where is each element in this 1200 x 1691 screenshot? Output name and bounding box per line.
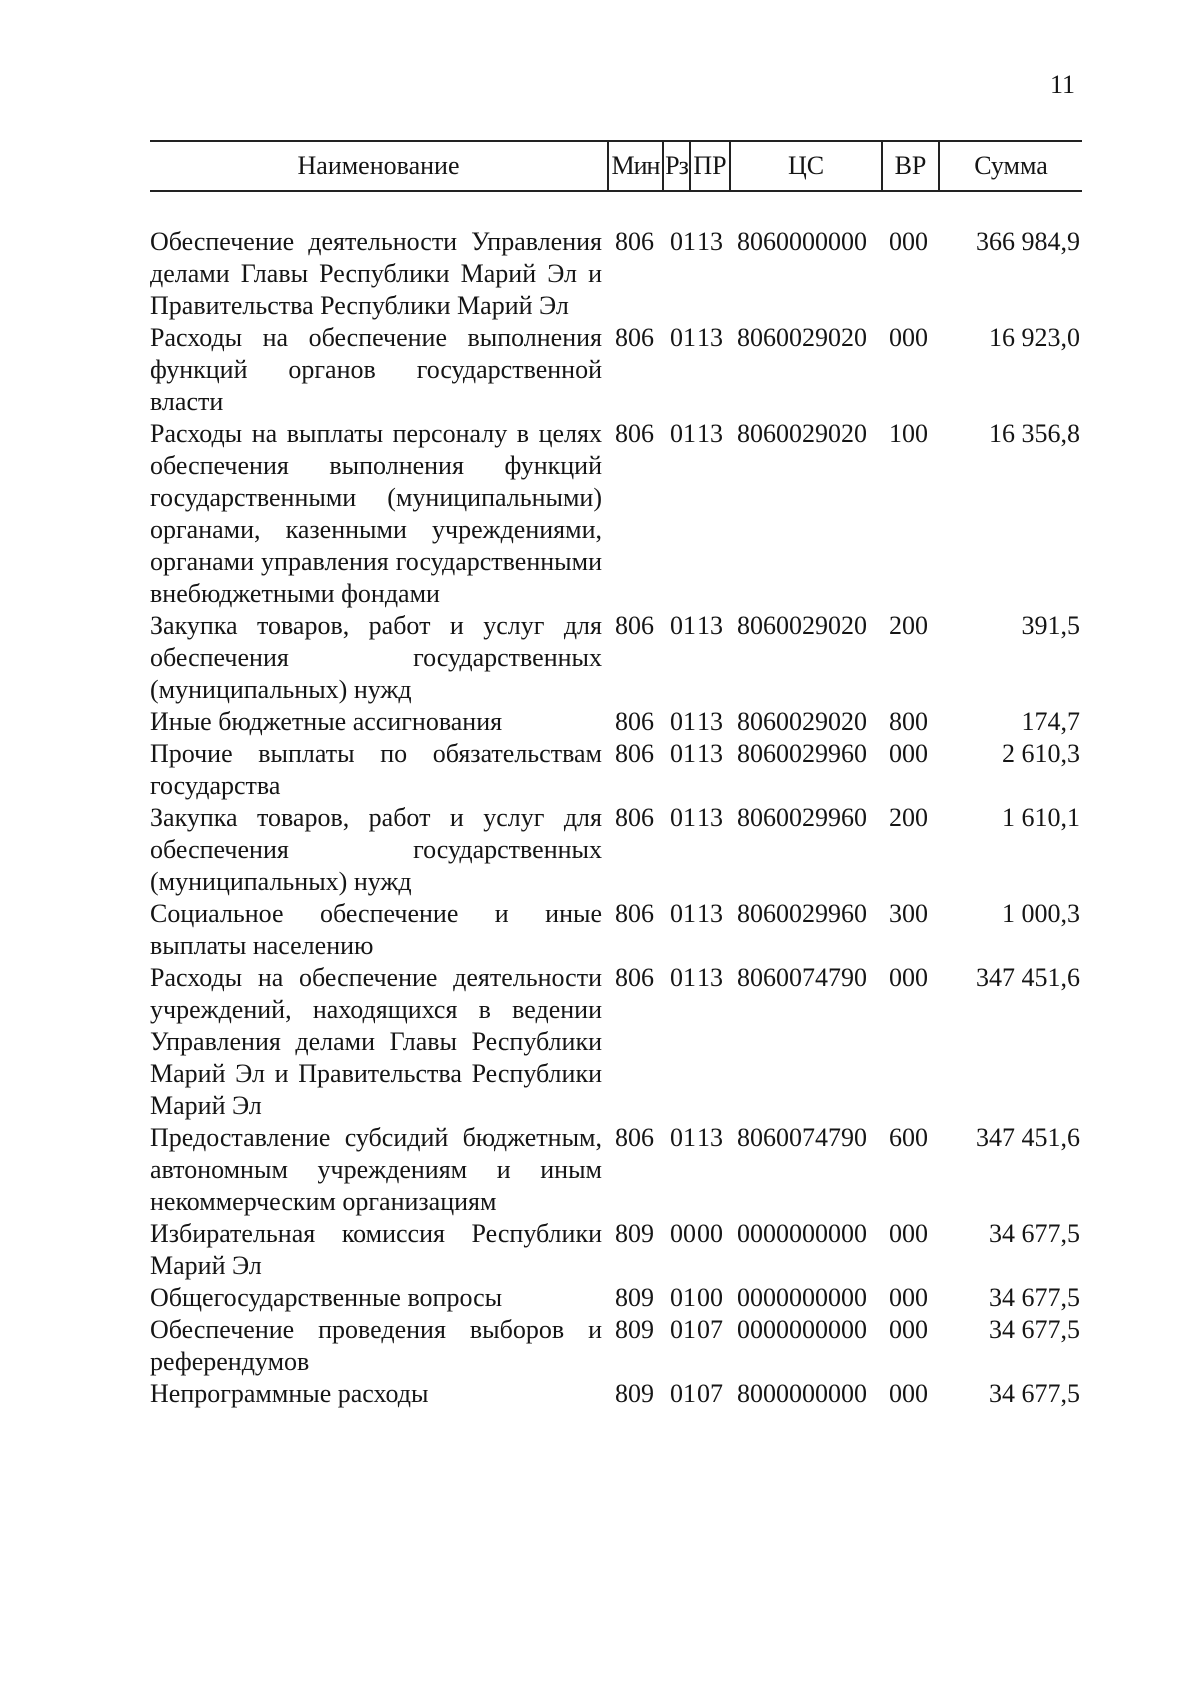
cell-vr: 200 — [889, 611, 928, 640]
table-header — [150, 141, 1082, 191]
cell-cs: 0000000000 — [737, 1219, 867, 1248]
table-row — [150, 1218, 1082, 1282]
header-sum: Сумма — [939, 141, 1082, 191]
cell-rz: 01 — [670, 611, 696, 640]
cell-vr: 000 — [889, 1315, 928, 1344]
cell-sum: 174,7 — [1021, 707, 1080, 736]
cell-pr: 13 — [697, 227, 723, 256]
cell-vr: 000 — [889, 1219, 928, 1248]
table-row — [150, 802, 1082, 898]
cell-name: Предоставление субсидий бюджетным, автономным учреждениям и иным некоммерческим организациям — [150, 1123, 602, 1216]
cell-sum: 16 356,8 — [989, 419, 1080, 448]
cell-pr: 13 — [697, 707, 723, 736]
header-cs: ЦС — [730, 141, 882, 191]
cell-rz: 01 — [670, 739, 696, 768]
cell-name: Обеспечение проведения выборов и референдумов — [150, 1315, 602, 1376]
cell-sum: 347 451,6 — [976, 1123, 1080, 1152]
cell-name: Непрограммные расходы — [150, 1379, 429, 1408]
cell-pr: 13 — [697, 1123, 723, 1152]
cell-rz: 00 — [670, 1219, 696, 1248]
cell-pr: 00 — [697, 1219, 723, 1248]
cell-vr: 300 — [889, 899, 928, 928]
cell-cs: 0000000000 — [737, 1315, 867, 1344]
header-min: Мин — [608, 141, 663, 191]
cell-cs: 8060029960 — [737, 803, 867, 832]
cell-cs: 8000000000 — [737, 1379, 867, 1408]
cell-min: 809 — [615, 1219, 654, 1248]
cell-sum: 34 677,5 — [989, 1315, 1080, 1344]
cell-min: 806 — [615, 899, 654, 928]
cell-rz: 01 — [670, 803, 696, 832]
cell-min: 806 — [615, 707, 654, 736]
cell-name: Иные бюджетные ассигнования — [150, 707, 503, 736]
cell-cs: 8060029020 — [737, 611, 867, 640]
cell-cs: 8060029020 — [737, 419, 867, 448]
cell-name: Закупка товаров, работ и услуг для обеспечения государственных (муниципальных) нужд — [150, 803, 602, 896]
cell-sum: 16 923,0 — [989, 323, 1080, 352]
table-row — [150, 322, 1082, 418]
cell-name: Расходы на обеспечение деятельности учреждений, находящихся в ведении Управления делами Главы Республики Марий Эл и Правительства Республики Марий Эл — [150, 963, 602, 1120]
table-row — [150, 1122, 1082, 1218]
table-row — [150, 898, 1082, 962]
cell-cs: 8060029020 — [737, 707, 867, 736]
cell-pr: 07 — [697, 1315, 723, 1344]
table-row — [150, 418, 1082, 610]
cell-cs: 8060074790 — [737, 1123, 867, 1152]
table-row — [150, 1378, 1082, 1410]
cell-name: Прочие выплаты по обязательствам государства — [150, 739, 602, 800]
cell-pr: 13 — [697, 963, 723, 992]
page-number: 11 — [1050, 70, 1076, 99]
cell-pr: 07 — [697, 1379, 723, 1408]
header-spacer — [150, 191, 1082, 226]
cell-pr: 00 — [697, 1283, 723, 1312]
cell-name: Социальное обеспечение и иные выплаты населению — [150, 899, 602, 960]
cell-rz: 01 — [670, 963, 696, 992]
cell-cs: 8060000000 — [737, 227, 867, 256]
cell-rz: 01 — [670, 1315, 696, 1344]
cell-cs: 0000000000 — [737, 1283, 867, 1312]
cell-min: 806 — [615, 419, 654, 448]
header-pr: ПР — [690, 141, 730, 191]
cell-pr: 13 — [697, 323, 723, 352]
cell-min: 806 — [615, 611, 654, 640]
cell-min: 806 — [615, 323, 654, 352]
cell-min: 806 — [615, 803, 654, 832]
cell-rz: 01 — [670, 323, 696, 352]
table-row — [150, 706, 1082, 738]
table-row — [150, 610, 1082, 706]
cell-vr: 000 — [889, 1379, 928, 1408]
cell-pr: 13 — [697, 419, 723, 448]
cell-vr: 100 — [889, 419, 928, 448]
cell-min: 809 — [615, 1315, 654, 1344]
cell-pr: 13 — [697, 803, 723, 832]
cell-cs: 8060029960 — [737, 899, 867, 928]
cell-rz: 01 — [670, 419, 696, 448]
header-vr: ВР — [882, 141, 939, 191]
cell-cs: 8060029020 — [737, 323, 867, 352]
cell-sum: 1 000,3 — [1002, 899, 1080, 928]
table-body — [150, 191, 1082, 1410]
cell-vr: 000 — [889, 323, 928, 352]
cell-vr: 200 — [889, 803, 928, 832]
cell-cs: 8060074790 — [737, 963, 867, 992]
cell-pr: 13 — [697, 899, 723, 928]
cell-cs: 8060029960 — [737, 739, 867, 768]
cell-min: 806 — [615, 1123, 654, 1152]
header-rz: Рз — [663, 141, 690, 191]
budget-table — [150, 140, 1082, 1410]
cell-min: 809 — [615, 1379, 654, 1408]
table-row — [150, 226, 1082, 322]
cell-min: 806 — [615, 227, 654, 256]
table-row — [150, 738, 1082, 802]
cell-sum: 366 984,9 — [976, 227, 1080, 256]
cell-rz: 01 — [670, 1283, 696, 1312]
cell-vr: 800 — [889, 707, 928, 736]
cell-name: Общегосударственные вопросы — [150, 1283, 503, 1312]
cell-name: Обеспечение деятельности Управления делами Главы Республики Марий Эл и Правительства Республики Марий Эл — [150, 227, 602, 320]
cell-sum: 34 677,5 — [989, 1283, 1080, 1312]
cell-min: 806 — [615, 739, 654, 768]
cell-pr: 13 — [697, 739, 723, 768]
cell-vr: 000 — [889, 963, 928, 992]
cell-rz: 01 — [670, 899, 696, 928]
cell-vr: 600 — [889, 1123, 928, 1152]
cell-rz: 01 — [670, 227, 696, 256]
cell-name: Расходы на обеспечение выполнения функций органов государственной власти — [150, 323, 602, 416]
table-row — [150, 962, 1082, 1122]
cell-sum: 2 610,3 — [1002, 739, 1080, 768]
cell-sum: 347 451,6 — [976, 963, 1080, 992]
cell-rz: 01 — [670, 1379, 696, 1408]
cell-pr: 13 — [697, 611, 723, 640]
cell-vr: 000 — [889, 739, 928, 768]
cell-min: 809 — [615, 1283, 654, 1312]
table-row — [150, 1314, 1082, 1378]
cell-vr: 000 — [889, 227, 928, 256]
cell-sum: 1 610,1 — [1002, 803, 1080, 832]
cell-sum: 391,5 — [1021, 611, 1080, 640]
cell-rz: 01 — [670, 707, 696, 736]
cell-name: Избирательная комиссия Республики Марий Эл — [150, 1219, 602, 1280]
cell-name: Расходы на выплаты персоналу в целях обеспечения выполнения функций государственными (муниципальными) органами, казенными учреждениями, органами управления государственными внебюджетными фондами — [150, 419, 602, 608]
header-name: Наименование — [150, 141, 608, 191]
table-row — [150, 1282, 1082, 1314]
cell-rz: 01 — [670, 1123, 696, 1152]
cell-sum: 34 677,5 — [989, 1219, 1080, 1248]
cell-name: Закупка товаров, работ и услуг для обеспечения государственных (муниципальных) нужд — [150, 611, 602, 704]
cell-sum: 34 677,5 — [989, 1379, 1080, 1408]
cell-min: 806 — [615, 963, 654, 992]
cell-vr: 000 — [889, 1283, 928, 1312]
